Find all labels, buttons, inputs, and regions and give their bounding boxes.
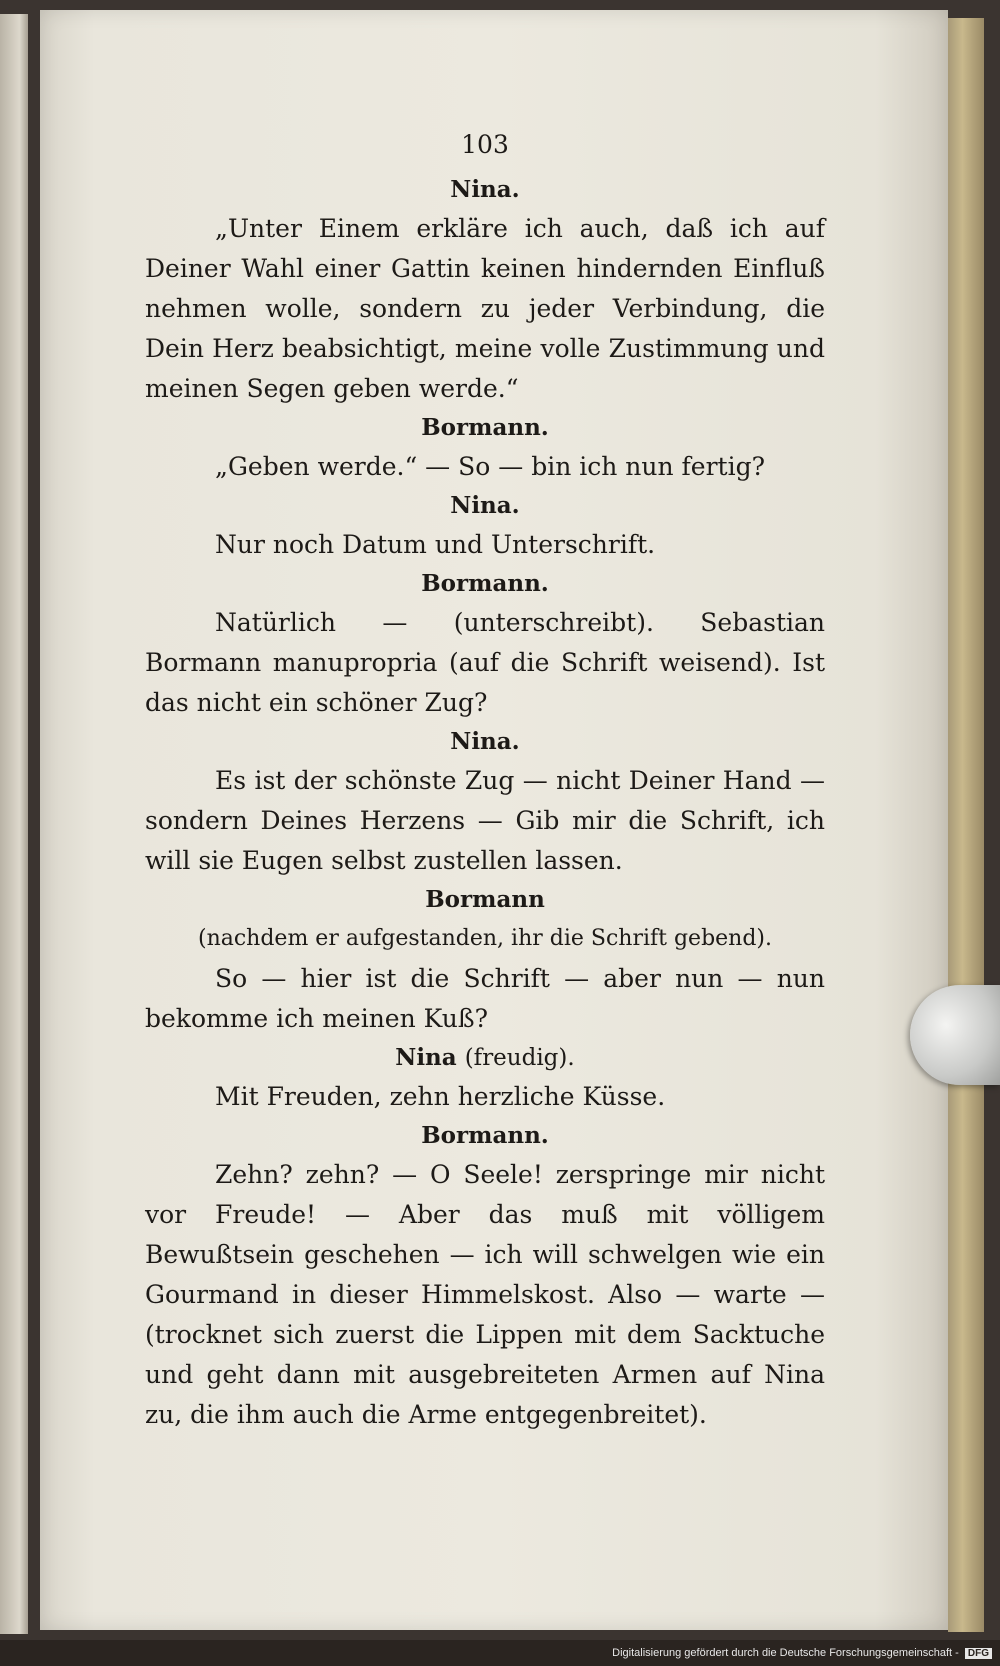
footer-credit [612,1647,992,1659]
dialogue-paragraph: Es ist der schönste Zug — nicht Deiner Hand — sondern Deines Herzens — Gib mir die Schrift, ich will sie Eugen selbst zustellen lassen. [145,766,825,875]
speaker-heading [145,1039,825,1077]
speaker-heading: Nina. [450,728,520,755]
dialogue-paragraph: So — hier ist die Schrift — aber nun — nun bekomme ich meinen Kuß? [145,964,825,1033]
speaker-name: Nina [395,1044,457,1071]
dialogue-paragraph: Zehn? zehn? — O Seele! zerspringe mir nicht vor Freude! — Aber das muß mit völligem Bewußtsein geschehen — ich will schwelgen wie ein Gourmand in dieser Himmelskost. Also — warte — (trocknet sich zuerst die Lippen mit dem Sacktuche und geht dann mit ausgebreiteten Armen auf Nina zu, die ihm auch die Arme entgegenbreitet). [145,1160,825,1429]
page-edge-right [948,18,984,1632]
left-page-edge [0,14,28,1634]
page-number: 103 [461,130,509,159]
speaker-heading: Bormann [425,886,545,913]
dfg-logo-icon: DFG [965,1648,992,1659]
speaker-heading: Nina. [450,176,520,203]
dialogue-paragraph: „Unter Einem erkläre ich auch, daß ich auf Deiner Wahl einer Gattin keinen hindernden Einfluß nehmen wolle, sondern zu jeder Verbindung, die Dein Herz beabsichtigt, meine volle Zustimmung und meinen Segen geben werde.“ [145,214,825,403]
stage-direction: (nachdem er aufgestanden, ihr die Schrift gebend). [197,926,773,951]
footer-text: Digitalisierung gefördert durch die Deutsche Forschungsgemeinschaft - [612,1647,959,1659]
page-text [145,125,825,1435]
dialogue-paragraph: Mit Freuden, zehn herzliche Küsse. [215,1082,666,1111]
dialogue-paragraph: Nur noch Datum und Unterschrift. [215,530,656,559]
speaker-heading: Bormann. [421,414,549,441]
speaker-heading: Bormann. [421,1122,549,1149]
speaker-heading: Bormann. [421,570,549,597]
page-clip [910,985,1000,1085]
speaker-heading: Nina. [450,492,520,519]
speaker-direction: (freudig). [464,1045,575,1071]
dialogue-paragraph: „Geben werde.“ — So — bin ich nun fertig? [215,452,765,481]
dialogue-paragraph: Natürlich — (unterschreibt). Sebastian Bormann manupropria (auf die Schrift weisend). Ist das nicht ein schöner Zug? [145,608,825,717]
